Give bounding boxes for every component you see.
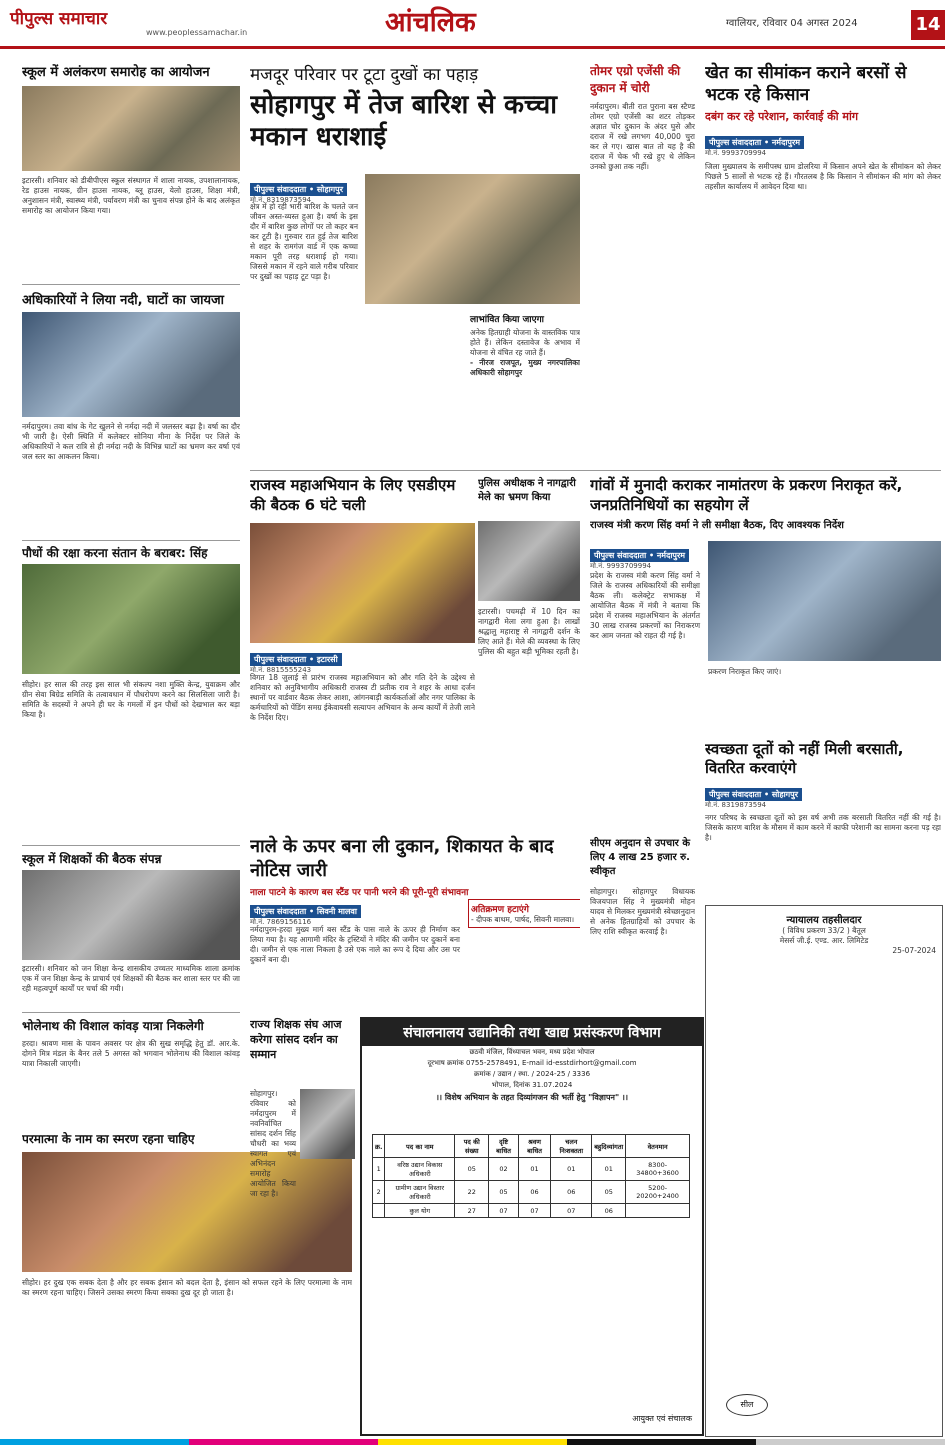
table-cell: 06	[592, 1204, 626, 1218]
story-text: इटारसी। शनिवार को जन शिक्षा केन्द्र शासकीय उच्चतर माध्यमिक शाला क्रमांक एक में जन शिक्षा केन्द्र के प्राचार्य एवं शिक्षकों की बैठक कर शाला स्तर पर की जा रही महत्वपूर्ण कार्यों पर चर्चा की गयी।	[22, 964, 240, 993]
story-text: प्रदेश के राजस्व मंत्री करण सिंह वर्मा ने जिले के राजस्व अधिकारियों की समीक्षा बैठक ली। कलेक्ट्रेट सभाकक्ष में आयोजित बैठक में मंत्री ने बताया कि प्रदेश में राजस्व महाअभियान के अंतर्गत 30 लाख राजस्व प्रकरणों का निराकरण कर आम जनता को राहत दी गई है।	[590, 571, 700, 640]
ad-footer: आयुक्त एवं संचालक	[632, 1414, 692, 1423]
ad-address: छठवी मंजिल, विंध्याचल भवन, मध्य प्रदेश भोपाल	[469, 1048, 595, 1056]
story-lead-house-collapse	[250, 62, 580, 467]
table-cell: 06	[518, 1181, 551, 1204]
story-river-inspection	[22, 290, 240, 540]
photo	[22, 564, 240, 674]
quote-source: - नीरज राजपूत, मुख्य नगरपालिका अधिकारी सोहागपुर	[470, 358, 580, 377]
seal: सील	[726, 1394, 768, 1416]
story-text: विगत 18 जुलाई से प्रारंभ राजस्व महाअभियान को और गति देने के उद्देश्य से शनिवार को अनुविभागीय अधिकारी राजस्व टी प्रतीक राव ने शहर के आधा दर्जन स्थानों पर वार्डवार बैठक लेकर आशा, आंगनबाड़ी कार्यकर्ताओं और नगर पालिका के कर्मचारियों को पेंडिंग समग्र ईकेवायसी सत्यापन अभियान के अन्य कार्यों में तेजी लाने के निर्देश दिए।	[250, 673, 475, 722]
story-police-fair	[478, 475, 580, 815]
photo	[250, 523, 475, 643]
story-plants	[22, 544, 240, 844]
headline: परमात्मा के नाम का स्मरण रहना चाहिए	[22, 1132, 195, 1146]
website-url: www.peoplessamachar.in	[146, 28, 248, 37]
notice-line: मेसर्स जी.ई. एण्ड. आर. लिमिटेड	[779, 936, 869, 945]
table-row	[373, 1204, 690, 1218]
divider	[22, 1012, 240, 1013]
story-text: नर्मदापुरम। बीती रात पुराना बस स्टैण्ड तोमर एग्रो एजेंसी का शटर तोड़कर अज्ञात चोर दुकान के अंदर घुसे और दराज में रखे लगभग 40,000 चुरा कर ले गए। खास बात तो यह है की दराज में चेक भी रखे हुए थे लेकिन उनको छुआ तक नहीं।	[590, 102, 695, 171]
table-cell: 5200-20200+2400	[626, 1181, 690, 1204]
story-cm-grant	[590, 835, 695, 1015]
color-bar	[0, 1439, 945, 1445]
table-cell: कुल योग	[385, 1204, 455, 1218]
photo-caption: प्रकरण निराकृत किए जाएं।	[708, 667, 782, 676]
headline: भोलेनाथ की विशाल कांवड़ यात्रा निकलेगी	[22, 1019, 204, 1033]
story-teachers-union	[250, 1017, 355, 1427]
table-cell: 02	[489, 1158, 518, 1181]
photo	[478, 521, 580, 601]
headline: खेत का सीमांकन कराने बरसों से भटक रहे किसान	[705, 63, 907, 105]
subhead: राजस्व मंत्री करण सिंह वर्मा ने ली समीक्षा बैठक, दिए आवश्यक निर्देश	[590, 520, 844, 531]
story-sanitation-raincoats	[705, 740, 941, 900]
table-header-cell: क्र.	[373, 1135, 385, 1158]
department-advertisement	[360, 1017, 704, 1436]
newspaper-logo: पीपुल्स समाचार	[10, 9, 108, 29]
story-text: सीहोर। हर साल की तरह इस साल भी संकल्प नशा मुक्ति केन्द्र, युवाक्रम और ग्रीन सेवा बिग्रेड समिति के तत्वावधान में पौधरोपण करने का सिलसिला जारी है। समिति के सदस्यों ने अपने ही घर के गमलों में इन पौधों को देखभाल कर बड़ा किया है।	[22, 680, 240, 719]
byline: पीपुल्स संवाददाता • सोहागपुर	[705, 788, 802, 801]
story-text: सोहागपुर। सोहागपुर विधायक विजयपाल सिंह ने मुख्यमंत्री मोहन यादव से मिलकर मुख्यमंत्री स्वेच्छानुदान से अनेक हितग्राहियों को उपचार के लिए राशि स्वीकृत करवाई है।	[590, 887, 695, 936]
headline: गांवों में मुनादी कराकर नामांतरण के प्रकरण निराकृत करें, जनप्रतिनिधियों का सहयोग लें	[590, 476, 903, 514]
byline: पीपुल्स संवाददाता • इटारसी	[250, 653, 342, 666]
headline: स्कूल में अलंकरण समारोह का आयोजन	[22, 65, 210, 80]
page-number: 14	[911, 10, 945, 40]
table-cell	[373, 1204, 385, 1218]
table-cell: 01	[592, 1158, 626, 1181]
story-revenue-campaign	[250, 475, 475, 815]
table-cell: 06	[551, 1181, 592, 1204]
story-school-ceremony	[22, 62, 240, 282]
table-body	[373, 1158, 690, 1218]
story-text: सोहागपुर। रविवार को नर्मदापुरम में नवनिर्वाचित सांसद दर्शन सिंह चौधरी का भव्य स्वागत एवं अभिनंदन समारोह आयोजित किया जा रहा है।	[250, 1089, 296, 1198]
table-cell: 2	[373, 1181, 385, 1204]
photo	[22, 86, 240, 171]
mobile-number: मो.नं. 7869156116	[250, 918, 312, 926]
story-farmers-demarcation	[705, 62, 941, 462]
dateline: ग्वालियर, रविवार 04 अगस्त 2024	[726, 18, 858, 29]
divider	[22, 284, 240, 285]
headline: तोमर एग्रो एजेंसी की दुकान में चोरी	[590, 64, 681, 95]
byline: पीपुल्स संवाददाता • सोहागपुर	[250, 183, 347, 196]
mobile-number: मो.नं. 8815555243	[250, 666, 312, 674]
table-header-cell: दृष्टि बाधित	[489, 1135, 518, 1158]
story-text: नगर परिषद के स्वच्छता दूतों को इस वर्ष अभी तक बरसाती वितरित नहीं की गई है। जिसके कारण बारिश के मौसम में काम करने में काफी परेशानी का सामना करना पड़ रहा है।	[705, 813, 941, 842]
headline: नाले के ऊपर बना ली दुकान, शिकायत के बाद नोटिस जारी	[250, 836, 554, 881]
table-cell: वरिष्ठ उद्यान विकास अधिकारी	[385, 1158, 455, 1181]
table-header-cell: श्रवण बाधित	[518, 1135, 551, 1158]
table-cell: 01	[518, 1158, 551, 1181]
ad-date: भोपाल, दिनांक 31.07.2024	[491, 1081, 573, 1089]
story-text: क्षेत्र में हो रही भारी बारिश के चलते जन जीवन अस्त-व्यस्त हुआ है। वर्षा के इस दौर में बारिश कुछ लोगों पर तो कहर बन कर टूटी है। गुरुवार रात हुई तेज बारिश से शहर के रामगंज वार्ड में एक कच्चा मकान पूरी तरह धराशाई हो गया। जिससे मकान में रहने वाले गरीब परिवार पर दुखों का पहाड़ टूट पड़ा है।	[250, 202, 358, 281]
table-cell: 05	[489, 1181, 518, 1204]
table-header-cell: चलन निःशक्तता	[551, 1135, 592, 1158]
headline: राज्य शिक्षक संघ आज करेगा सांसद दर्शन का सम्मान	[250, 1018, 342, 1061]
byline: पीपुल्स संवाददाता • सिवनी मालवा	[250, 905, 361, 918]
table-header-cell: पद का नाम	[385, 1135, 455, 1158]
story-text: हरदा। श्रावण मास के पावन अवसर पर क्षेत्र की सुख समृद्धि हेतु डॉ. आर.के. दोगने मित्र मंडल के बैनर तले 5 अगस्त को भगवान भोलेनाथ की विशाल कांवड़ यात्रा निकाली जाएगी।	[22, 1039, 240, 1068]
ad-title: संचालनालय उद्यानिकी तथा खाद्य प्रसंस्करण विभाग	[362, 1019, 702, 1046]
story-text: इटारसी। पचमढ़ी में 10 दिन का नागद्वारी मेला लगा हुआ है। लाखों श्रद्धालु महाराष्ट्र से नागद्वारी दर्शन के लिए आते हैं। मेले की व्यवस्था के लिए पुलिस की बहुत बड़ी भूमिका रहती है।	[478, 607, 580, 656]
ad-subject: ।। विशेष अभियान के तहत दिव्यांगजन की भर्ती हेतु "विज्ञापन" ।।	[435, 1093, 628, 1102]
story-text: नर्मदापुरम। तवा बांध के गेट खुलने से नर्मदा नदी में जलस्तर बढ़ा है। वर्षा का दौर भी जारी है। ऐसी स्थिति में कलेक्टर सोनिया मीना के निर्देश पर जिले के अधिकारियों ने कल रात्रि से ही नर्मदा नदी के विभिन्न घाटों का भ्रमण कर वर्षा एवं जल स्तर का आकलन किया।	[22, 422, 240, 461]
divider	[22, 540, 240, 541]
subhead: लाभांवित किया जाएगा	[470, 315, 545, 325]
table-cell: 01	[551, 1158, 592, 1181]
table-row	[373, 1158, 690, 1181]
photo	[708, 541, 941, 661]
box-title: अतिक्रमण हटाएंगे	[471, 905, 529, 915]
headline: स्कूल में शिक्षकों की बैठक संपन्न	[22, 852, 162, 866]
masthead	[0, 0, 945, 49]
table-header-cell: बहुदिव्यांगता	[592, 1135, 626, 1158]
mobile-number: मो.नं. 9993709994	[705, 149, 767, 157]
ad-reference: क्रमांक / उद्यान / स्था. / 2024-25 / 3336	[473, 1070, 591, 1078]
story-teachers-meeting	[22, 850, 240, 1010]
table-cell: 1	[373, 1158, 385, 1181]
headline: पुलिस अधीक्षक ने नागद्वारी मेले का भ्रमण किया	[478, 478, 576, 503]
table-header-cell: वेतनमान	[626, 1135, 690, 1158]
quote: अनेक हितग्राही योजना के वास्तविक पात्र होते हैं। लेकिन दस्तावेज के अभाव में योजना से वंचित रह जाते हैं।	[470, 328, 580, 357]
byline: पीपुल्स संवाददाता • नर्मदापुरम	[705, 136, 804, 149]
mobile-number: मो.नं. 8319873594	[250, 196, 312, 204]
story-text: सीहोर। हर दुख एक सबक देता है और हर सबक इंसान को बदल देता है, इंसान को सफल रहने के लिए परमात्मा के नाम का स्मरण रहना चाहिए। जिसने उसका स्मरण किया सबका दुख दूर हो जाता है।	[22, 1278, 352, 1297]
table-cell: 07	[551, 1204, 592, 1218]
story-text: इटारसी। शनिवार को डीबीपीएस स्कूल संस्थागत में शाला नायक, उपशालानायक, रेड हाउस नायक, ग्रीन हाउस नायक, ब्लू हाउस, येलो हाउस, शिक्षा मंत्री, अनुशासन मंत्री, स्वास्थ्य मंत्री, पर्यावरण मंत्री का चुनाव संपन्न होने के बाद अलंकृत समारोह का आयोजन किया गया।	[22, 176, 240, 215]
section-title: आंचलिक	[385, 7, 476, 38]
table-cell: ग्रामीण उद्यान विस्तार अधिकारी	[385, 1181, 455, 1204]
story-drain-shop	[250, 835, 580, 1015]
headline: राजस्व महाअभियान के लिए एसडीएम की बैठक 6 घंटे चली	[250, 476, 456, 514]
ad-contact: दूरभाष क्रमांक 0755-2578491, E-mail id-esstdirhort@gmail.com	[427, 1059, 637, 1067]
court-notice	[705, 905, 943, 1437]
divider	[250, 470, 941, 471]
table-cell: 07	[489, 1204, 518, 1218]
headline: पौधों की रक्षा करना संतान के बराबर: सिंह	[22, 546, 208, 560]
mobile-number: मो.नं. 8319873594	[705, 801, 767, 809]
byline: पीपुल्स संवाददाता • नर्मदापुरम	[590, 549, 689, 562]
headline: स्वच्छता दूतों को नहीं मिली बरसाती, वितरित करवाएंगे	[705, 740, 904, 777]
headline: सोहागपुर में तेज बारिश से कच्चा मकान धराशाई	[250, 90, 558, 152]
table-row	[373, 1181, 690, 1204]
photo	[365, 174, 580, 304]
notice-line: ( विविध प्रकरण 33/2 ) बैतूल	[782, 926, 866, 935]
photo	[300, 1089, 355, 1159]
divider	[22, 845, 240, 846]
table-cell: 8300-34800+3600	[626, 1158, 690, 1181]
subhead: नाला पाटने के कारण बस स्टैंड पर पानी भरने की पूरी-पूरी संभावना	[250, 888, 469, 898]
mobile-number: मो.नं. 9993709994	[590, 562, 652, 570]
subhead: दबंग कर रहे परेशान, कार्रवाई की मांग	[705, 110, 859, 123]
table-cell	[626, 1204, 690, 1218]
photo	[22, 870, 240, 960]
photo	[22, 312, 240, 417]
notice-date: 25-07-2024	[892, 946, 936, 955]
box-signoff: - दीपक बाथम, पार्षद, सिवनी मालवा।	[471, 915, 575, 924]
table-cell: 05	[592, 1181, 626, 1204]
story-kanwar-yatra	[22, 1017, 240, 1127]
table-cell: 05	[455, 1158, 489, 1181]
table-header-cell: पद की संख्या	[455, 1135, 489, 1158]
table-cell: 07	[518, 1204, 551, 1218]
table-header	[373, 1135, 690, 1158]
story-tomar-theft	[590, 62, 695, 462]
kicker: मजदूर परिवार पर टूटा दुखों का पहाड़	[250, 65, 479, 85]
story-text: नर्मदापुरम-हरदा मुख्य मार्ग बस स्टैंड के पास नाले के ऊपर ही निर्माण कर लिया गया है। यह आगामी मंदिर के ट्रस्टियों ने मंदिर की जमीन पर दुकानें बना दी। जमीन से एक नाला निकला है उसे एक नाले का रूप दे दिया और उस पर दुकानें बना दी।	[250, 925, 460, 964]
table-cell: 27	[455, 1204, 489, 1218]
headline: अधिकारियों ने लिया नदी, घाटों का जायजा	[22, 293, 225, 308]
table-cell: 22	[455, 1181, 489, 1204]
story-text: जिला मुख्यालय के समीपस्थ ग्राम डोलरिया में किसान अपने खेत के सीमांकन को लेकर पिछले 5 सालों से भटक रहे हैं। गौरतलब है कि किसान ने सीमांकन की मांग को लेकर तहसील कार्यालय में आवेदन दिया था।	[705, 162, 941, 191]
headline: सीएम अनुदान से उपचार के लिए 4 लाख 25 हजार रु. स्वीकृत	[590, 838, 691, 877]
notice-title: न्यायालय तहसीलदार	[786, 915, 862, 926]
vacancy-table	[372, 1134, 690, 1218]
